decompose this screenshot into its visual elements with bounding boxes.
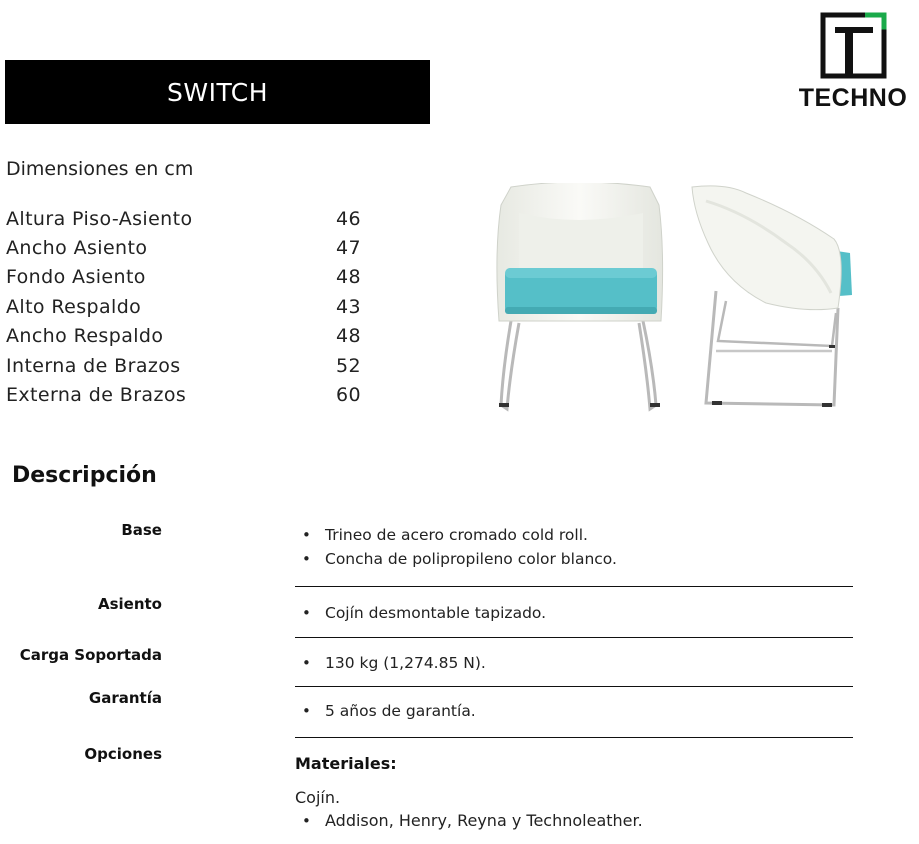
dimension-label: Ancho Respaldo bbox=[6, 325, 164, 348]
techno-logo-text: TECHNO bbox=[798, 84, 908, 112]
dimension-value: 48 bbox=[336, 266, 361, 289]
spec-list-garantia bbox=[300, 699, 476, 723]
chair-side-view-image bbox=[686, 183, 856, 413]
spec-label-base: Base bbox=[121, 521, 162, 539]
dimension-label: Fondo Asiento bbox=[6, 266, 146, 289]
spec-list-carga bbox=[300, 651, 486, 675]
dimension-value: 60 bbox=[336, 384, 361, 407]
dimension-row bbox=[6, 292, 366, 321]
spec-label-opciones: Opciones bbox=[84, 745, 162, 763]
dimension-row bbox=[6, 322, 366, 351]
dimension-value: 52 bbox=[336, 354, 361, 377]
dimension-row bbox=[6, 263, 366, 292]
dimension-row bbox=[6, 204, 366, 233]
dimension-row bbox=[6, 351, 366, 380]
section-divider bbox=[295, 637, 853, 638]
spec-list-asiento bbox=[300, 601, 546, 625]
dimensions-table bbox=[6, 204, 366, 410]
spec-list-base bbox=[300, 523, 617, 571]
description-heading: Descripción bbox=[12, 463, 157, 488]
list-item: • Concha de polipropileno color blanco. bbox=[300, 547, 617, 571]
dimension-label: Interna de Brazos bbox=[6, 354, 181, 377]
list-item: • Cojín desmontable tapizado. bbox=[300, 601, 546, 625]
chair-front-view-image bbox=[493, 183, 668, 413]
section-divider bbox=[295, 686, 853, 687]
dimension-label: Altura Piso-Asiento bbox=[6, 207, 193, 230]
dimension-label: Ancho Asiento bbox=[6, 237, 148, 260]
dimension-value: 46 bbox=[336, 207, 361, 230]
section-divider bbox=[295, 586, 853, 587]
dimension-value: 47 bbox=[336, 237, 361, 260]
dimension-row bbox=[6, 380, 366, 409]
list-item: • 5 años de garantía. bbox=[300, 699, 476, 723]
list-item: • Addison, Henry, Reyna y Technoleather. bbox=[300, 809, 643, 833]
dimension-value: 43 bbox=[336, 295, 361, 318]
product-title: SWITCH bbox=[166, 77, 269, 107]
list-item: • 130 kg (1,274.85 N). bbox=[300, 651, 486, 675]
materials-list bbox=[300, 809, 643, 833]
product-title-bar bbox=[5, 60, 430, 124]
dimension-value: 48 bbox=[336, 325, 361, 348]
dimension-label: Externa de Brazos bbox=[6, 384, 187, 407]
list-item: • Trineo de acero cromado cold roll. bbox=[300, 523, 617, 547]
techno-logo bbox=[790, 12, 916, 112]
dimension-row bbox=[6, 233, 366, 262]
techno-logo-mark bbox=[790, 12, 916, 82]
spec-label-carga: Carga Soportada bbox=[19, 646, 162, 664]
dimension-label: Alto Respaldo bbox=[6, 295, 142, 318]
spec-label-asiento: Asiento bbox=[97, 595, 162, 613]
materials-subheading: Cojín. bbox=[295, 788, 341, 807]
spec-label-garantia: Garantía bbox=[88, 689, 162, 707]
section-divider bbox=[295, 737, 853, 738]
materials-heading: Materiales: bbox=[295, 754, 397, 773]
dimensions-heading: Dimensiones en cm bbox=[6, 158, 194, 180]
